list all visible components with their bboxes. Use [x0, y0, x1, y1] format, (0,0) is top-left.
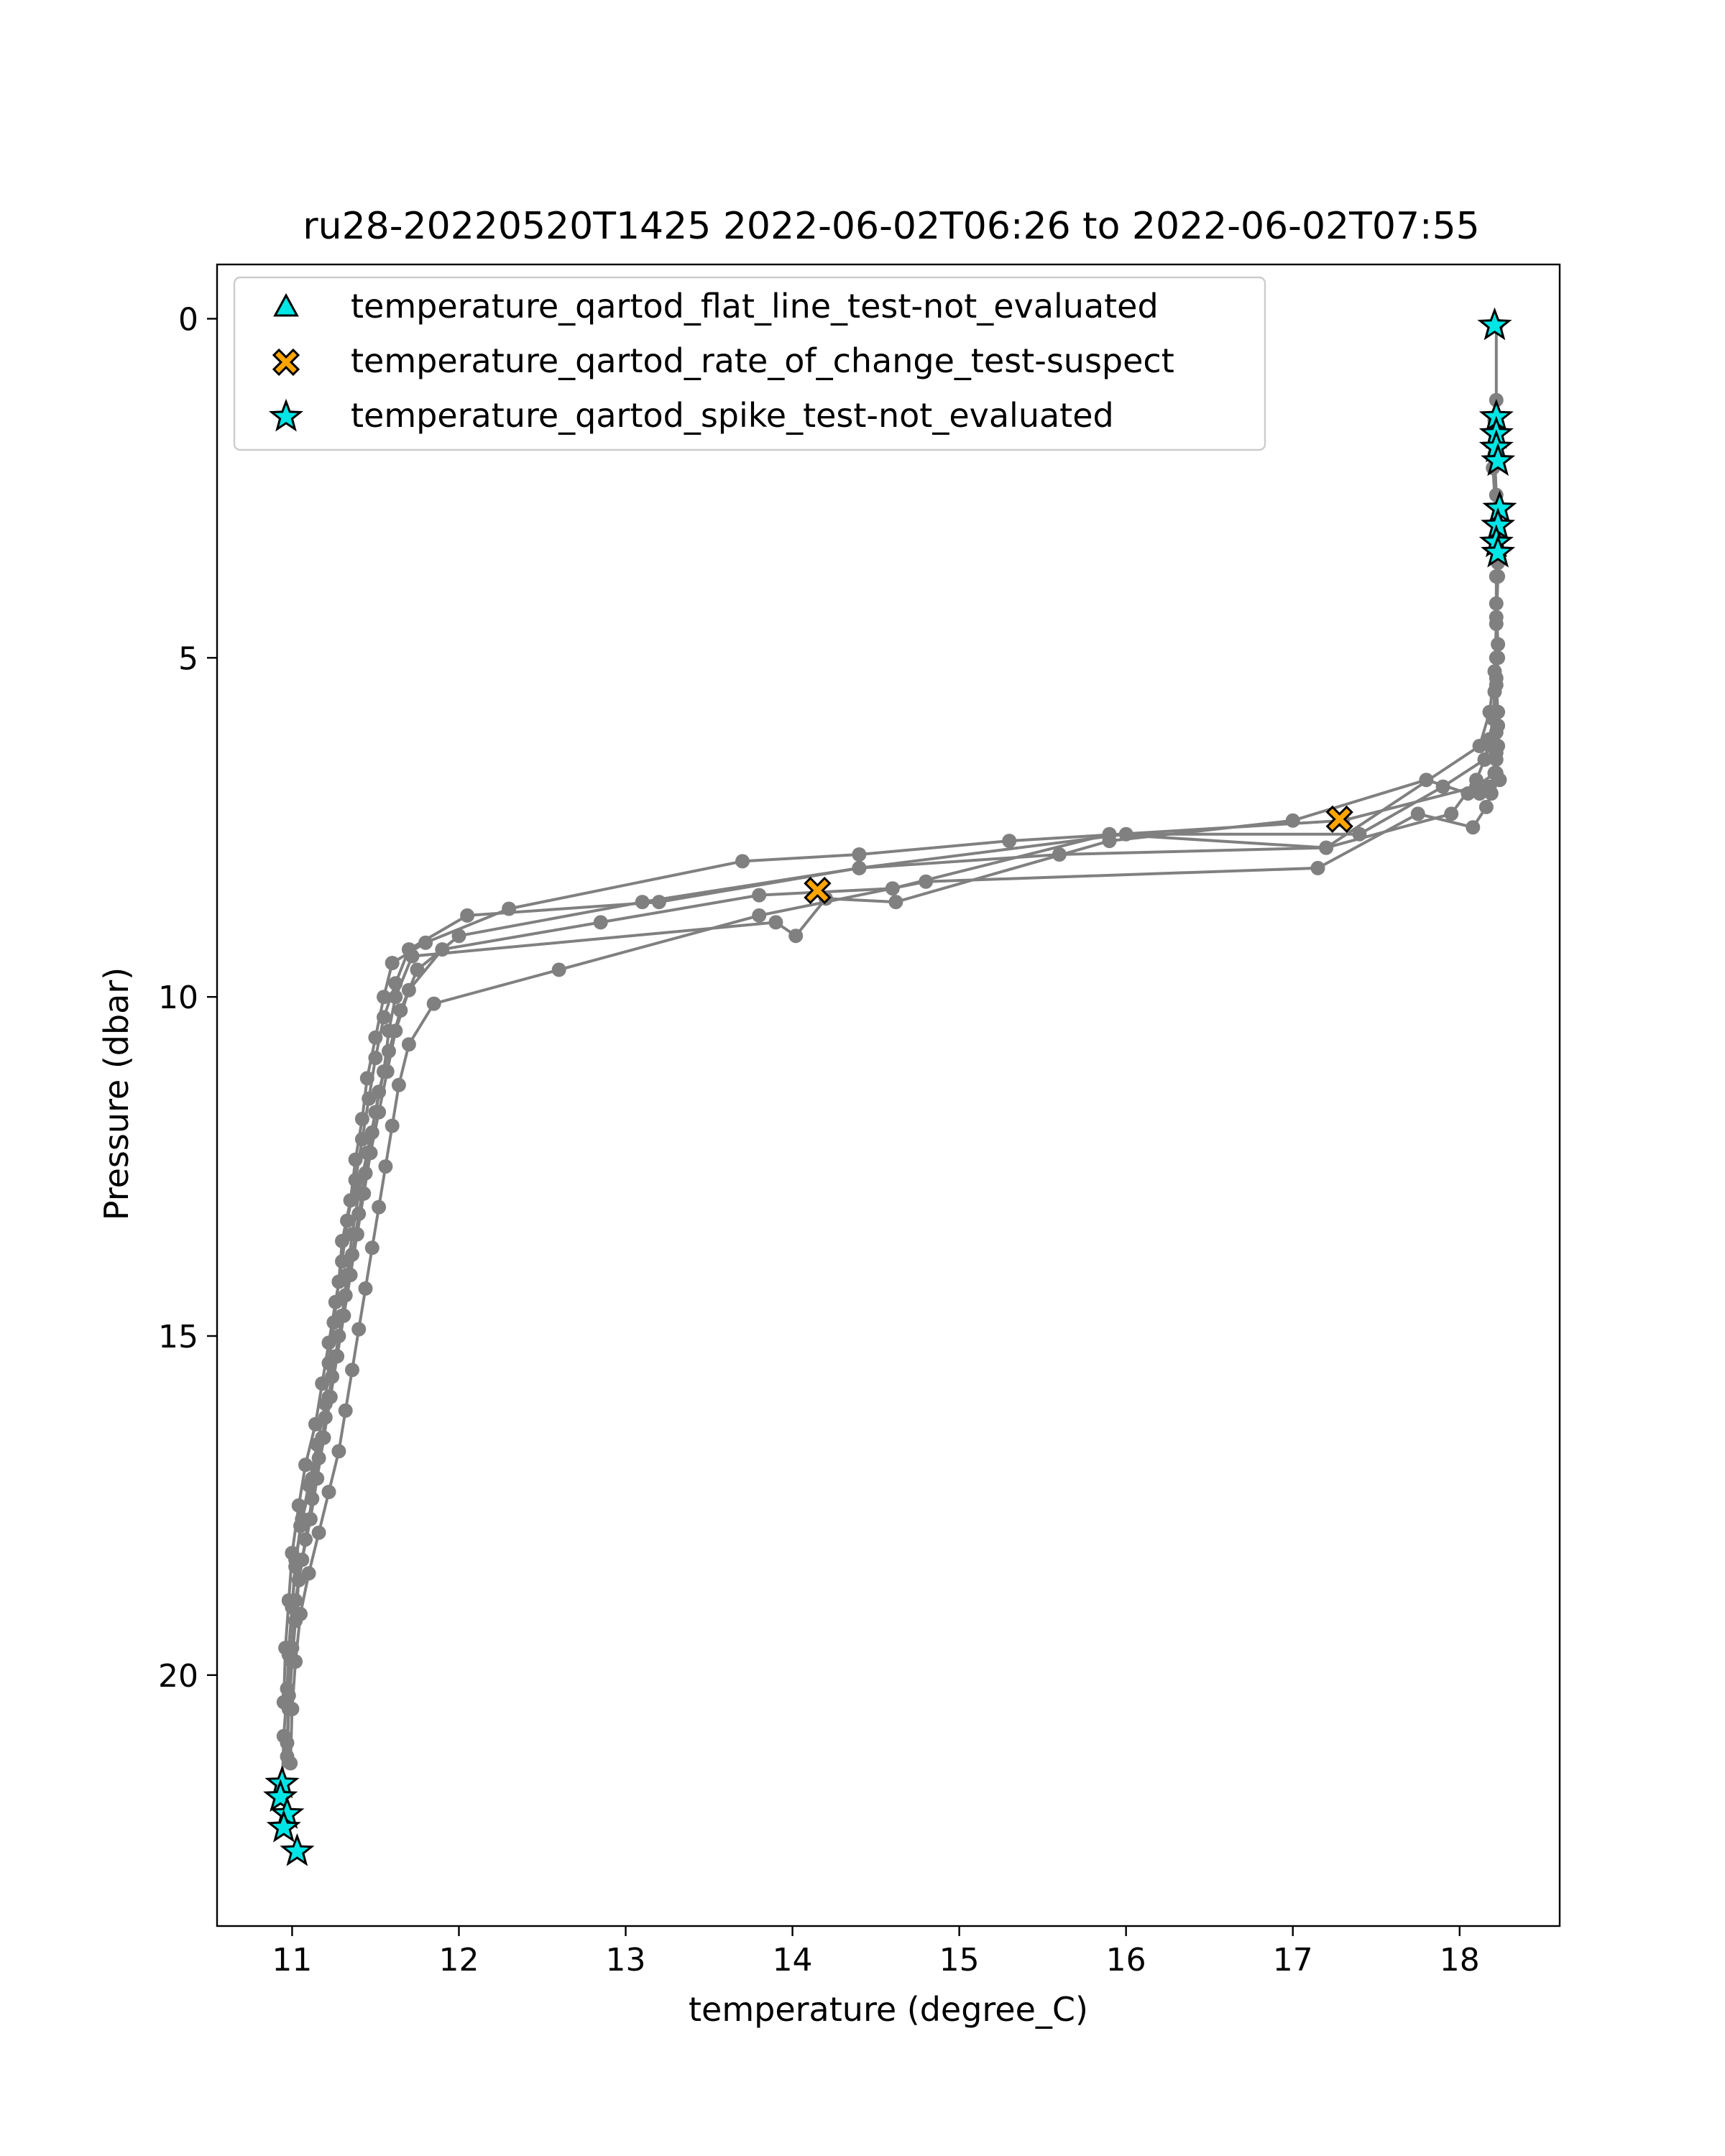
- profile-point: [359, 1281, 373, 1296]
- profile-point: [322, 1485, 336, 1499]
- profile-6: [282, 766, 1507, 1662]
- profile-point: [1002, 834, 1016, 848]
- profile-point: [405, 949, 420, 964]
- profile-point: [312, 1526, 326, 1540]
- profile-point: [1489, 650, 1504, 665]
- profile-point: [1469, 773, 1484, 787]
- profile-point: [1411, 806, 1425, 821]
- profile-point: [1319, 841, 1333, 855]
- profile-point: [388, 990, 402, 1004]
- profile-point: [452, 929, 466, 943]
- y-axis: [158, 301, 217, 1694]
- profile-point: [768, 915, 783, 929]
- profile-point: [1103, 834, 1117, 848]
- profile-point: [305, 1471, 319, 1485]
- profile-point: [635, 895, 650, 909]
- profile-point: [315, 1431, 329, 1445]
- profile-point: [368, 1105, 382, 1120]
- profile-point: [285, 1600, 299, 1615]
- profile-point: [1491, 637, 1505, 652]
- y-tick-label: 0: [178, 301, 198, 338]
- x-tick-label: 12: [438, 1942, 479, 1978]
- profile-point: [402, 1037, 416, 1051]
- x-tick-label: 16: [1105, 1942, 1146, 1978]
- profile-point: [377, 1010, 391, 1025]
- profile-point: [351, 1322, 366, 1337]
- profile-point: [372, 1200, 386, 1215]
- y-tick-label: 15: [158, 1319, 198, 1356]
- star-marker: [282, 1836, 311, 1864]
- x-tick-label: 11: [272, 1942, 313, 1978]
- profile-point: [1460, 786, 1475, 801]
- profile-point: [427, 997, 441, 1011]
- profile-line: [288, 522, 1499, 1757]
- profile-line: [284, 420, 1498, 1703]
- profile-3: [280, 515, 1506, 1764]
- series-3-markers: [266, 310, 1514, 1864]
- qc-markers: [266, 310, 1514, 1864]
- profile-point: [852, 847, 866, 862]
- profile-2: [277, 413, 1505, 1710]
- legend-entry-rate-of-change: [274, 341, 1174, 380]
- profile-4: [280, 650, 1504, 1750]
- profile-1: [275, 318, 1506, 1797]
- profile-point: [298, 1457, 313, 1472]
- profile-point: [385, 956, 400, 970]
- profile-point: [460, 908, 474, 923]
- profile-point: [382, 1044, 396, 1059]
- profile-point: [285, 1702, 299, 1716]
- profile-line: [288, 658, 1496, 1743]
- profile-point: [302, 1566, 316, 1580]
- x-tick-label: 18: [1439, 1942, 1480, 1978]
- profile-point: [1489, 745, 1504, 760]
- profile-point: [1488, 685, 1502, 699]
- profile-point: [1419, 773, 1433, 787]
- profile-5: [283, 719, 1505, 1771]
- y-axis-label: Pressure (dbar): [97, 967, 136, 1221]
- x-tick-label: 15: [939, 1942, 980, 1978]
- profile-point: [788, 929, 803, 943]
- profile-point: [1489, 766, 1504, 780]
- profile-point: [339, 1404, 353, 1418]
- profile-point: [402, 983, 416, 998]
- profile-point: [345, 1227, 359, 1242]
- legend-label-flat-line: temperature_qartod_flat_line_test-not_evaluated: [351, 287, 1159, 326]
- x-tick-label: 17: [1272, 1942, 1313, 1978]
- profile-point: [919, 875, 933, 889]
- legend-entry-spike: [272, 396, 1114, 435]
- y-tick-label: 10: [158, 980, 198, 1017]
- profile-point: [340, 1268, 354, 1282]
- profile-point: [1311, 861, 1325, 875]
- y-tick-label: 5: [178, 640, 198, 678]
- profile-point: [1491, 569, 1505, 584]
- legend-entry-flat-line: [275, 287, 1159, 326]
- profile-point: [1286, 814, 1300, 828]
- profile-point: [368, 1051, 382, 1065]
- profile-point: [295, 1512, 309, 1526]
- x-axis-label: temperature (degree_C): [689, 1990, 1088, 2029]
- profile-point: [282, 1648, 296, 1662]
- profile-point: [378, 1159, 392, 1174]
- plot-area-frame: [217, 264, 1560, 1926]
- profile-point: [328, 1349, 343, 1363]
- x-axis: [272, 1926, 1479, 1978]
- profile-point: [377, 1064, 391, 1079]
- profile-point: [1483, 732, 1497, 747]
- profile-point: [385, 1119, 400, 1133]
- profile-lines: [275, 318, 1507, 1797]
- profile-point: [351, 1187, 366, 1201]
- profile-point: [1479, 800, 1494, 814]
- chart-title: ru28-20220520T1425 2022-06-02T06:26 to 2022-06-02T07:55: [303, 205, 1480, 248]
- profile-point: [552, 962, 566, 977]
- legend-label-rate-of-change: temperature_qartod_rate_of_change_test-suspect: [351, 341, 1174, 380]
- profile-point: [752, 888, 766, 903]
- profile-point: [1491, 719, 1505, 733]
- star-marker: [1481, 310, 1509, 338]
- profile-point: [594, 915, 608, 929]
- profile-line: [282, 326, 1499, 1790]
- profile-point: [888, 895, 903, 909]
- profile-point: [335, 1309, 349, 1323]
- profile-point: [392, 1078, 406, 1092]
- profile-point: [735, 854, 750, 868]
- profile-point: [288, 1552, 303, 1567]
- profile-point: [1466, 820, 1480, 834]
- profile-point: [360, 1146, 374, 1160]
- profile-point: [1489, 617, 1504, 631]
- profile-point: [1444, 806, 1458, 821]
- profile-point: [852, 861, 866, 875]
- profile-point: [345, 1363, 359, 1377]
- x-tick-label: 14: [772, 1942, 813, 1978]
- profile-point: [365, 1240, 380, 1255]
- profile-line: [290, 726, 1498, 1764]
- legend: [234, 277, 1265, 450]
- legend-label-spike: temperature_qartod_spike_test-not_evaluated: [351, 396, 1114, 435]
- profile-point: [331, 1444, 346, 1458]
- y-tick-label: 20: [158, 1657, 198, 1695]
- profile-point: [322, 1390, 336, 1404]
- profile-point: [283, 1756, 298, 1771]
- profile-point: [652, 895, 666, 909]
- profile-point: [382, 1023, 396, 1038]
- profile-point: [752, 908, 766, 923]
- x-tick-label: 13: [605, 1942, 646, 1978]
